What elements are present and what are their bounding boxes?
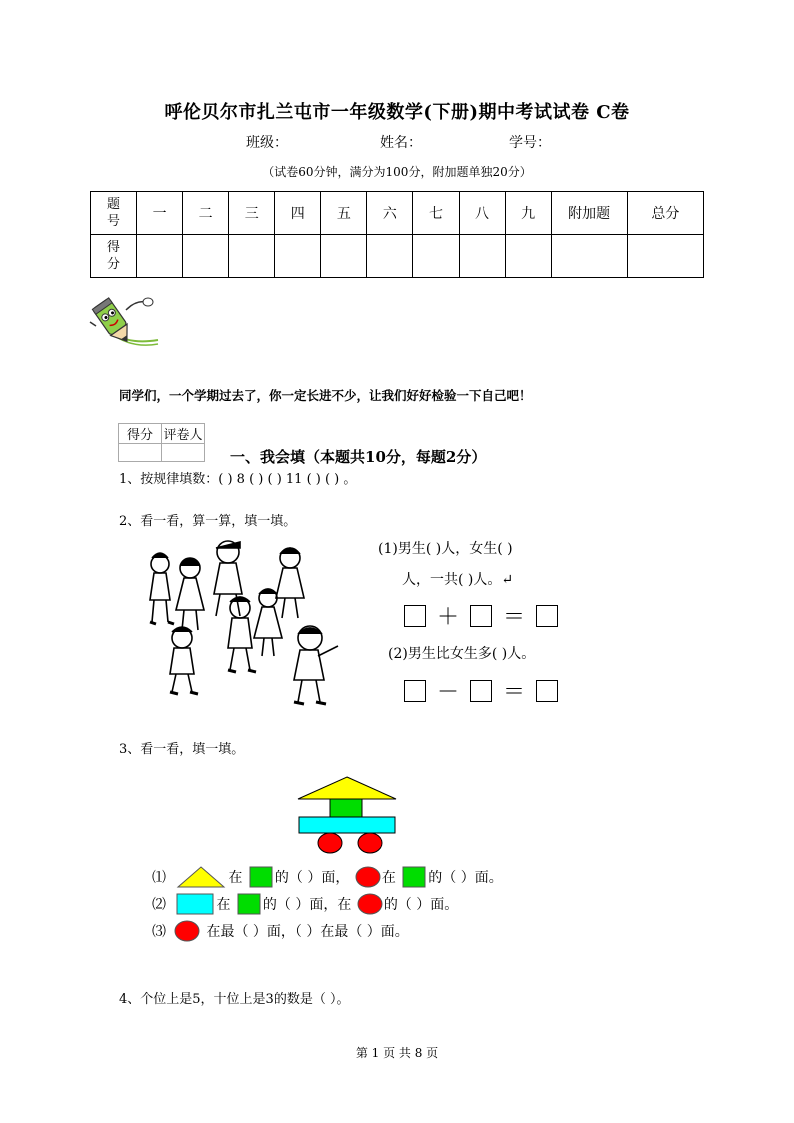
grader-box	[118, 423, 205, 462]
equals-sign: ＝	[503, 680, 526, 705]
score-cell[interactable]	[367, 235, 413, 278]
score-cell[interactable]	[627, 235, 703, 278]
grader-score-label: 得分	[119, 424, 162, 444]
column-header: 九	[505, 192, 551, 235]
answer-box[interactable]	[470, 605, 492, 627]
column-header: 总分	[627, 192, 703, 235]
question-3-prompt: 3、看一看，填一填。	[119, 742, 245, 757]
question-3-line-3: ⑶ 在最（ ）面，（ ）在最（ ）面。	[152, 920, 409, 942]
question-4: 4、个位上是5，十位上是3的数是（ ）。	[119, 992, 350, 1007]
question-1: 1、按规律填数：( ) 8 ( ) ( ) 11 ( ) ( ) 。	[119, 472, 357, 487]
answer-box[interactable]	[536, 680, 558, 702]
score-cell[interactable]	[505, 235, 551, 278]
green-square-icon	[402, 866, 426, 888]
exam-note: （试卷60分钟，满分为100分，附加题单独20分）	[262, 165, 532, 179]
column-header: 附加题	[551, 192, 627, 235]
equals-sign: ＝	[503, 605, 526, 630]
score-cell[interactable]	[183, 235, 229, 278]
section-title: 一、我会填（本题共10分，每题2分）	[230, 448, 487, 466]
green-square-icon	[330, 799, 362, 817]
grader-name-cell[interactable]	[162, 444, 205, 462]
grader-name-label: 评卷人	[162, 424, 205, 444]
score-cell[interactable]	[551, 235, 627, 278]
score-cell[interactable]	[321, 235, 367, 278]
red-circle-icon	[358, 833, 382, 853]
question-2-prompt: 2、看一看，算一算，填一填。	[119, 514, 297, 529]
column-header: 七	[413, 192, 459, 235]
cyan-rectangle-icon	[176, 893, 214, 915]
answer-box[interactable]	[404, 605, 426, 627]
shape-figure	[296, 775, 398, 855]
column-header: 八	[459, 192, 505, 235]
column-header: 二	[183, 192, 229, 235]
score-cell[interactable]	[459, 235, 505, 278]
score-cell[interactable]	[229, 235, 275, 278]
column-header: 一	[137, 192, 183, 235]
question-2-line-2: 人，一共( )人。↵	[402, 572, 514, 588]
column-header: 六	[367, 192, 413, 235]
page-footer: 第 1 页 共 8 页	[355, 1046, 439, 1060]
header-cell: 得 分	[91, 235, 137, 278]
score-table	[90, 191, 704, 278]
triangle-shape-icon	[176, 866, 226, 888]
page-title: 呼伦贝尔市扎兰屯市一年级数学(下册)期中考试试卷 C卷	[164, 102, 630, 123]
answer-box[interactable]	[404, 680, 426, 702]
name-label: 姓名：	[380, 135, 422, 151]
score-table-header-row	[91, 192, 704, 235]
answer-box[interactable]	[470, 680, 492, 702]
column-header: 四	[275, 192, 321, 235]
column-header: 五	[321, 192, 367, 235]
column-header: 三	[229, 192, 275, 235]
green-square-icon	[237, 893, 261, 915]
question-3-line-1: ⑴ 在 的（ ）面， 在 的（ ）面。	[152, 866, 503, 888]
question-2-line-1: (1)男生( )人，女生( )	[378, 541, 513, 557]
grader-score-cell[interactable]	[119, 444, 162, 462]
red-circle-icon	[357, 893, 383, 915]
student-id-label: 学号：	[509, 135, 551, 151]
red-circle-icon	[318, 833, 342, 853]
cyan-rectangle-icon	[299, 817, 395, 833]
score-cell[interactable]	[413, 235, 459, 278]
red-circle-icon	[174, 920, 200, 942]
question-2-line-3: (2)男生比女生多( )人。	[388, 646, 536, 662]
red-circle-icon	[355, 866, 381, 888]
children-illustration	[140, 530, 345, 710]
score-cell[interactable]	[137, 235, 183, 278]
subtraction-equation	[404, 675, 558, 706]
triangle-shape-icon	[298, 777, 396, 799]
question-3-line-2: ⑵ 在 的（ ）面，在 的（ ）面。	[152, 893, 458, 915]
addition-equation	[404, 600, 558, 631]
green-square-icon	[249, 866, 273, 888]
answer-box[interactable]	[536, 605, 558, 627]
score-cell[interactable]	[275, 235, 321, 278]
pencil-mascot-icon	[88, 292, 160, 352]
class-label: 班级：	[246, 135, 288, 151]
score-table-score-row	[91, 235, 704, 278]
encouragement-text: 同学们，一个学期过去了，你一定长进不少，让我们好好检验一下自己吧！	[119, 388, 532, 403]
plus-sign: ＋	[437, 605, 460, 630]
minus-sign: －	[437, 680, 460, 705]
header-cell: 题 号	[91, 192, 137, 235]
